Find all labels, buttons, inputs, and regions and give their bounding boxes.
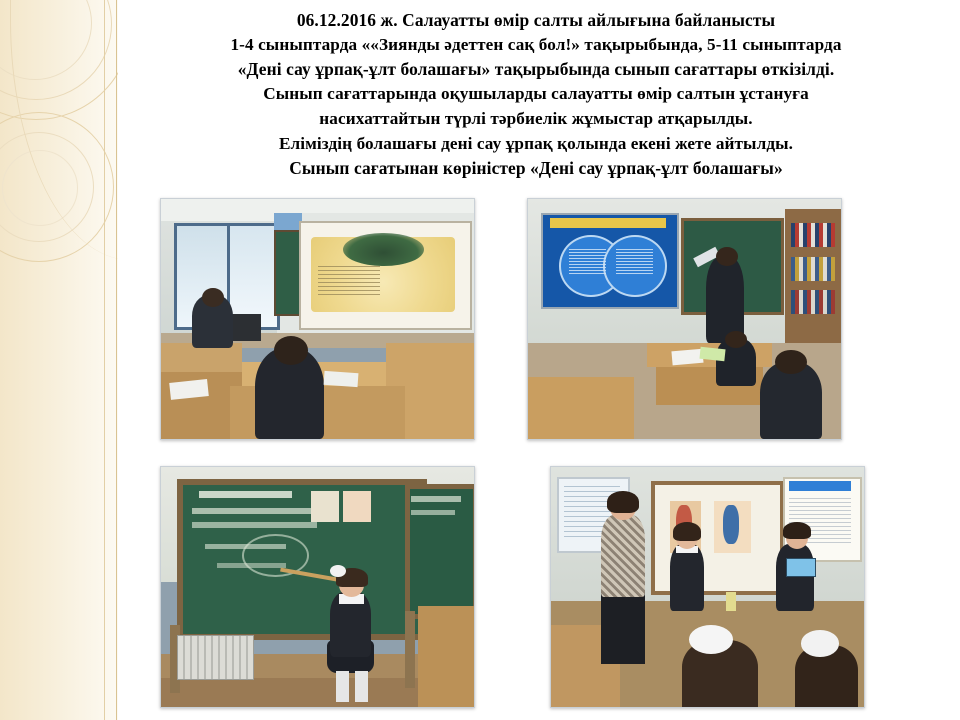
chalk-writing — [192, 508, 330, 514]
pupil-body — [776, 544, 814, 611]
chalk-writing — [411, 496, 461, 502]
pinned-card — [311, 491, 339, 522]
classroom-photo-2 — [527, 198, 842, 440]
chalk-writing — [192, 522, 317, 528]
hair-bow — [689, 625, 733, 654]
folder-shelf — [791, 290, 835, 314]
pupil-head — [725, 331, 747, 348]
chalk-writing — [199, 491, 293, 498]
title-line-7: Сынып сағатынан көріністер «Дені сау ұрпақ-ұлт болашағы» — [289, 158, 783, 179]
title-line-2: 1-4 сыныптарда ««Зиянды әдеттен сақ бол!» тақырыбында, 5-11 сыныптарда — [230, 34, 842, 54]
photo-2-scene — [528, 199, 841, 439]
slide-text — [616, 249, 654, 275]
radiator — [177, 635, 254, 680]
title-line-4: Сынып сағаттарында оқушыларды салауатты өмір салтын ұстануға — [263, 84, 809, 104]
pinned-card — [343, 491, 371, 522]
drawing-figure — [723, 505, 739, 543]
classroom-photo-4 — [550, 466, 865, 708]
desk — [528, 377, 634, 439]
pupil-head — [775, 350, 806, 374]
slide-title-block — [118, 8, 954, 181]
pupil-leg — [336, 671, 349, 702]
title-line-6: Еліміздің болашағы дені сау ұрпақ қолында екені жете айтылды. — [278, 133, 794, 153]
decorative-left-band — [0, 0, 118, 720]
pupil-hair — [783, 522, 811, 539]
pupil-head — [716, 247, 738, 266]
teacher-skirt — [601, 592, 645, 664]
projected-text — [318, 266, 381, 295]
photo-1-scene — [161, 199, 474, 439]
chalk-writing — [411, 510, 455, 515]
cabinet — [418, 606, 474, 707]
hair-bow — [801, 630, 839, 656]
pupil-leg — [355, 671, 368, 702]
classroom-photo-3 — [160, 466, 475, 708]
board-frame — [405, 611, 414, 688]
photo-3-scene — [161, 467, 474, 707]
pupil-hair — [673, 522, 701, 541]
projected-tree-image — [343, 233, 424, 267]
pupil-body — [670, 544, 704, 611]
decorative-divider-line — [104, 0, 105, 720]
title-line-3: «Дені сау ұрпақ-ұлт болашағы» тақырыбында сынып сағаттары өткізілді. — [237, 59, 835, 80]
photo-4-scene — [551, 467, 864, 707]
slide-text — [569, 249, 607, 275]
pupil-at-board — [706, 257, 744, 343]
teacher-hair — [607, 491, 638, 513]
decorative-divider-line — [116, 0, 117, 720]
paper — [700, 347, 726, 362]
chalkboard-side — [405, 484, 474, 619]
pupil-head — [274, 336, 308, 365]
title-line-5: насихаттайтын түрлі тәрбиелік жұмыстар атқарылды. — [319, 108, 753, 128]
poster-heading — [789, 481, 852, 491]
classroom-photo-1 — [160, 198, 475, 440]
folder-shelf — [791, 223, 835, 247]
folder-shelf — [791, 257, 835, 281]
held-card — [786, 558, 816, 577]
teacher-body — [601, 515, 645, 597]
title-line-1: 06.12.2016 ж. Салауатты өмір салты айлығына байланысты — [296, 10, 776, 30]
paper — [323, 371, 358, 388]
pupil-head — [202, 288, 224, 307]
slide-heading-bar — [550, 218, 666, 228]
bottle — [726, 592, 735, 611]
